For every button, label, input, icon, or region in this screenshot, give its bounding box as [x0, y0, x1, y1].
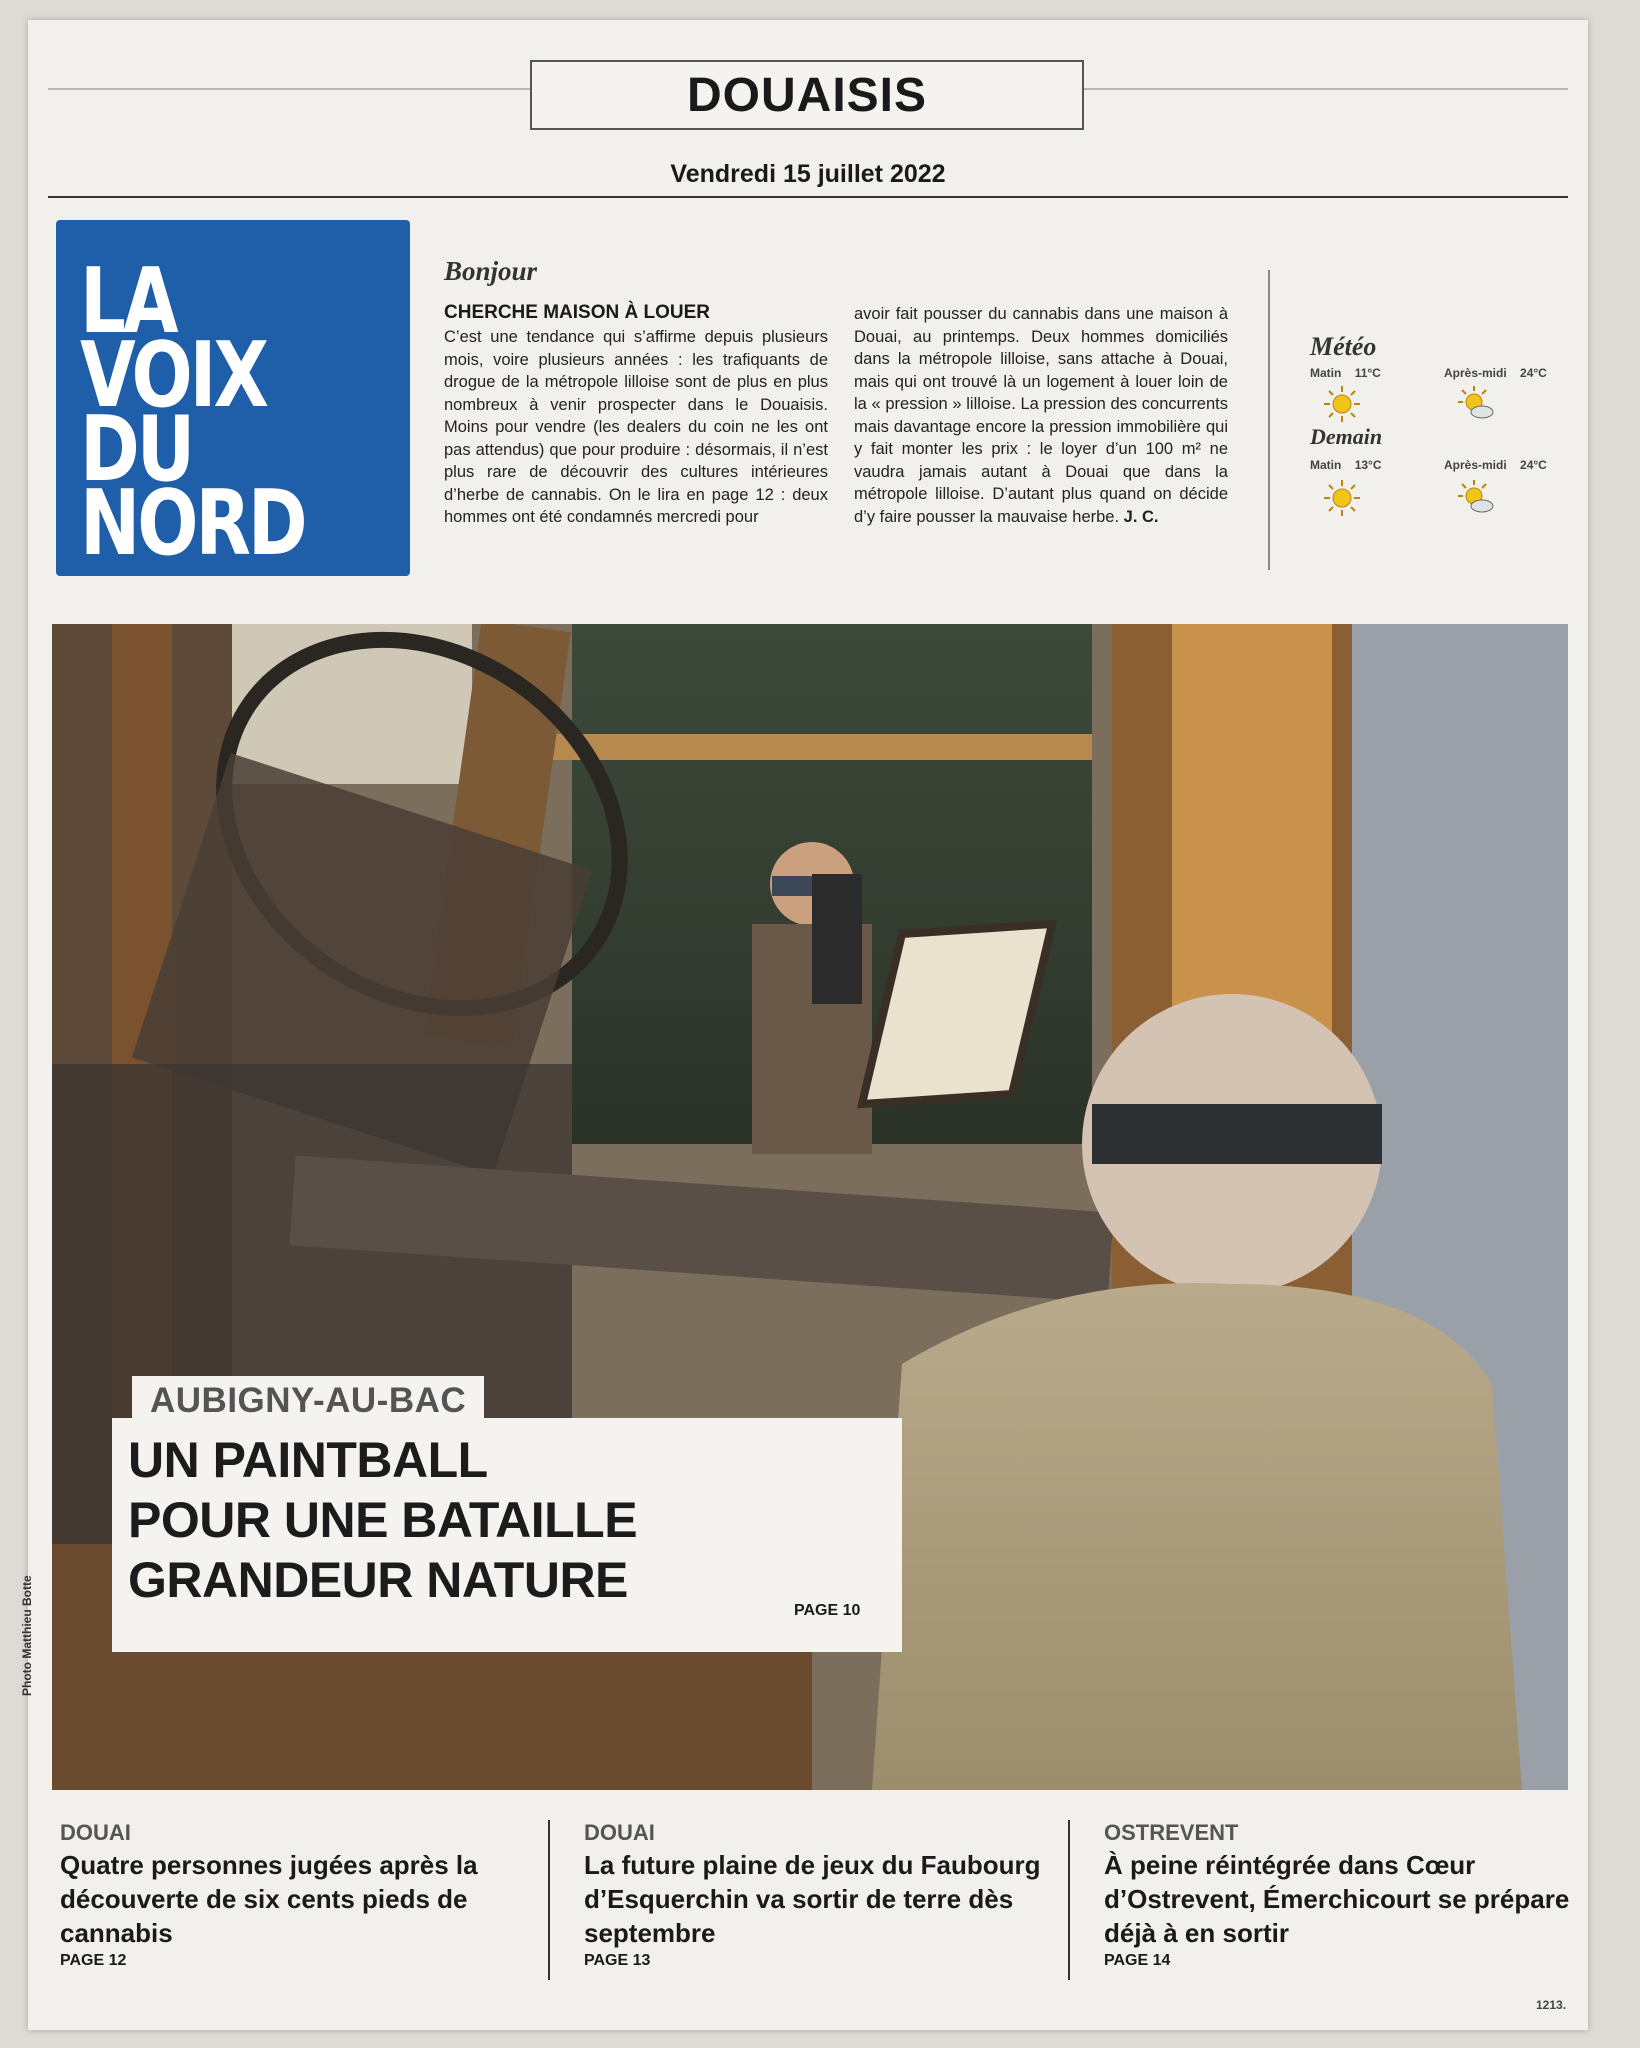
- brief-page: PAGE 13: [584, 1952, 651, 1969]
- tomorrow-afternoon-label: Après-midi 24°C: [1444, 458, 1547, 472]
- folio-number: 1213.: [1536, 1998, 1567, 2012]
- brief-kicker: OSTREVENT: [1104, 1820, 1239, 1845]
- bonjour-subtitle: CHERCHE MAISON À LOUER: [444, 302, 711, 323]
- newspaper-logo: [56, 220, 410, 576]
- main-page-ref: PAGE 10: [794, 1602, 861, 1619]
- brief-1: [60, 1820, 530, 1970]
- date-rule: [48, 196, 1568, 198]
- brief-title: Quatre personnes jugées après la découverte de six cents pieds de cannabis: [60, 1850, 478, 1948]
- issue-date: Vendredi 15 juillet 2022: [670, 160, 946, 188]
- bonjour-title: Bonjour: [444, 256, 538, 286]
- headline-line: POUR UNE BATAILLE: [128, 1492, 638, 1548]
- brief-divider: [548, 1820, 550, 1980]
- sun-cloud-icon: [1456, 384, 1496, 424]
- brief-title: La future plaine de jeux du Faubourg d’Esquerchin va sortir de terre dès septembre: [584, 1850, 1041, 1948]
- brief-page: PAGE 14: [1104, 1952, 1171, 1969]
- logo-line: LA: [80, 248, 176, 354]
- brief-title: À peine réintégrée dans Cœur d’Ostrevent, Émerchicourt se prépare déjà à en sortir: [1104, 1850, 1570, 1948]
- brief-3: [1104, 1820, 1574, 1970]
- brief-kicker: DOUAI: [584, 1820, 655, 1845]
- tomorrow-morning-label: Matin 13°C: [1310, 458, 1382, 472]
- newspaper-page: [20, 20, 1588, 2030]
- logo-line: VOIX: [80, 322, 266, 428]
- logo-line: NORD: [80, 470, 305, 576]
- today-afternoon-label: Après-midi 24°C: [1444, 366, 1547, 380]
- main-kicker: AUBIGNY-AU-BAC: [132, 1376, 484, 1426]
- brief-page: PAGE 12: [60, 1952, 127, 1969]
- bonjour-column-2-text: avoir fait pousser du cannabis dans une maison à Douai, au printemps. Deux hommes domiciliés dans la métropole lilloise, sans attache à Douai, mais qui ont trouvé là un logement à louer loin de la « pression » lilloise. La pression des concurrents mais davantage encore la pression immobilière qui y fait monter les prix : le loyer d’un 100 m² ne vaudra jamais autant à Douai que dans la métropole lilloise. D’autant plus quand on décide d’y faire pousser la mauvaise herbe.: [854, 305, 1228, 526]
- brief-divider: [1068, 1820, 1070, 1980]
- logo-line: DU: [80, 396, 193, 502]
- bonjour-column-2: [854, 303, 1228, 528]
- sun-cloud-icon: [1456, 478, 1496, 518]
- weather-divider: [1268, 270, 1270, 570]
- headline-line: GRANDEUR NATURE: [128, 1552, 628, 1608]
- bonjour-column-1: C’est une tendance qui s’affirme depuis plusieurs mois, voire plusieurs années : les trafiquants de drogue de la métropole lilloise sont de plus en plus nombreux à venir prospecter dans le Douaisis. Moins pour vendre (les dealers du coin ne les ont pas attendus) que pour produire : désormais, il n’est plus rare de découvrir des cultures intérieures d’herbe de cannabis. On le lira en page 12 : deux hommes ont été condamnés mercredi pour: [444, 328, 828, 526]
- brief-2: [584, 1820, 1054, 1970]
- headline-line: UN PAINTBALL: [128, 1432, 488, 1488]
- main-headline: [128, 1430, 828, 1610]
- demain-title: Demain: [1310, 424, 1383, 449]
- meteo-title: Météo: [1310, 332, 1377, 361]
- section-title: DOUAISIS: [530, 60, 1084, 130]
- today-morning-label: Matin 11°C: [1310, 366, 1381, 380]
- author-initials: J. C.: [1123, 507, 1159, 526]
- sun-icon: [1322, 384, 1362, 424]
- photo-credit: Photo Matthieu Botte: [20, 1575, 34, 1696]
- sun-icon: [1322, 478, 1362, 518]
- brief-kicker: DOUAI: [60, 1820, 131, 1845]
